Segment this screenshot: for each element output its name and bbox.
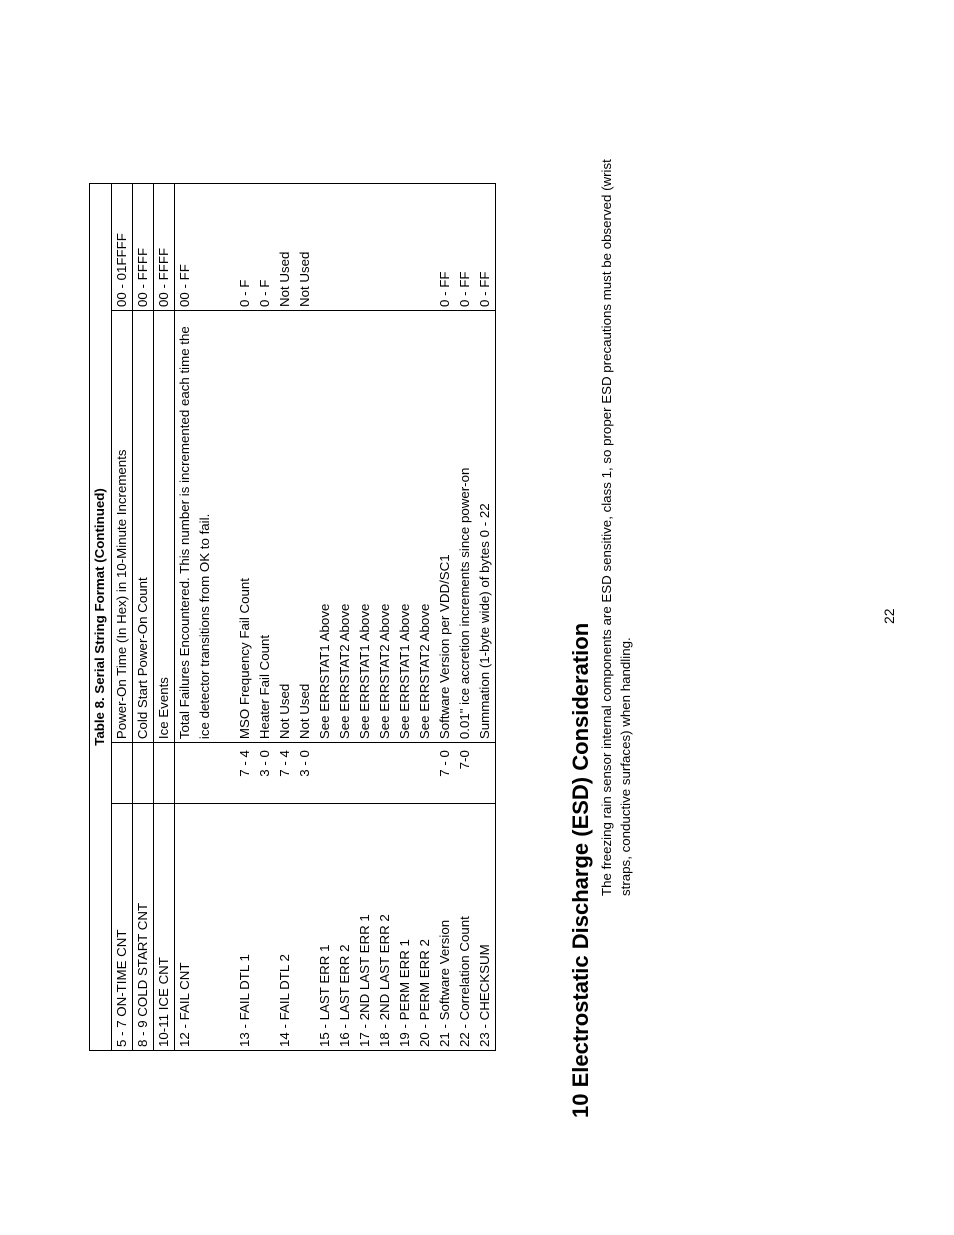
description-cell: Ice Events — [154, 310, 175, 742]
range-label: Not Used — [277, 251, 292, 307]
description-label: Not Used — [277, 683, 292, 740]
bits-label — [215, 746, 235, 800]
field-label — [215, 807, 235, 1047]
bits-label: 7 - 4 — [277, 750, 292, 777]
field-label: 17 - 2ND LAST ERR 1 — [357, 914, 372, 1047]
bits-label — [475, 746, 495, 800]
field-label: 15 - LAST ERR 1 — [317, 944, 332, 1047]
bits-label: 7 - 4 — [237, 750, 252, 777]
description-label: See ERRSTAT2 Above — [337, 603, 352, 740]
bits-label — [375, 746, 395, 800]
field-label — [295, 807, 315, 1047]
description-label: See ERRSTAT1 Above — [357, 603, 372, 740]
bits-label — [315, 746, 335, 800]
description-label: Not Used — [297, 683, 312, 740]
bits-cell — [154, 743, 175, 804]
range-label — [395, 187, 415, 307]
description-column-cell — [175, 310, 496, 742]
page-number: 22 — [881, 608, 897, 624]
bits-cell — [133, 743, 154, 804]
field-label: 12 - FAIL CNT — [177, 962, 192, 1047]
range-cell: 00 - FFFF — [154, 184, 175, 311]
description-label: Summation (1-byte wide) of bytes 0 - 22 — [477, 503, 492, 740]
range-label: 0 - F — [257, 279, 272, 307]
description-label: 0.01" ice accretion increments since power-on — [457, 467, 472, 740]
section-paragraph: The freezing rain sensor internal components are ESD sensitive, class 1, so proper ESD precautions must be observed (wrist straps, conductive surfaces) when handling. — [599, 159, 633, 896]
table-row — [112, 184, 133, 1051]
bits-column-cell — [175, 743, 496, 804]
field-label: 13 - FAIL DTL 1 — [237, 954, 252, 1047]
field-cell: 8 - 9 COLD START CNT — [133, 804, 154, 1051]
table-row — [175, 184, 496, 1051]
range-label — [355, 187, 375, 307]
range-label: Not Used — [297, 251, 312, 307]
description-cell: Power-On Time (In Hex) in 10-Minute Increments — [112, 310, 133, 742]
description-label: See ERRSTAT2 Above — [417, 603, 432, 740]
range-label — [415, 187, 435, 307]
serial-string-table-rotated — [89, 183, 492, 1051]
table-caption: Table 8. Serial String Format (Continued) — [90, 184, 112, 1051]
bits-cell — [112, 743, 133, 804]
fail-count-description: Total Failures Encountered. This number is incremented each time the ice detector transitions from OK to fail. — [177, 326, 212, 740]
bits-label: 7-0 — [457, 750, 472, 770]
field-label: 22 - Correlation Count — [457, 916, 472, 1047]
range-label — [315, 187, 335, 307]
field-cell: 10-11 ICE CNT — [154, 804, 175, 1051]
field-label: 14 - FAIL DTL 2 — [277, 954, 292, 1047]
bits-label — [415, 746, 435, 800]
range-column-cell — [175, 184, 496, 311]
range-label — [375, 187, 395, 307]
range-label: 0 - F — [237, 279, 252, 307]
field-label: 21 - Software Version — [437, 919, 452, 1047]
range-cell: 00 - 01FFFF — [112, 184, 133, 311]
range-label: 00 - FF — [177, 264, 192, 307]
field-label — [255, 807, 275, 1047]
bits-label: 7 - 0 — [437, 750, 452, 777]
range-label: 0 - FF — [477, 271, 492, 307]
description-cell: Cold Start Power-On Count — [133, 310, 154, 742]
description-label: MSO Frequency Fail Count — [237, 578, 252, 740]
bits-label: 3 - 0 — [297, 750, 312, 777]
field-label — [195, 807, 215, 1047]
table-row — [154, 184, 175, 1051]
range-label: 0 - FF — [437, 271, 452, 307]
table-row — [133, 184, 154, 1051]
field-label: 19 - PERM ERR 1 — [397, 939, 412, 1047]
bits-label: 3 - 0 — [257, 750, 272, 777]
field-label: 18 - 2ND LAST ERR 2 — [377, 914, 392, 1047]
bits-label — [355, 746, 375, 800]
serial-string-table — [89, 183, 496, 1051]
bits-label — [175, 746, 195, 800]
section-heading: 10 Electrostatic Discharge (ESD) Consideration — [568, 622, 593, 1118]
description-label: See ERRSTAT2 Above — [377, 603, 392, 740]
field-label: 16 - LAST ERR 2 — [337, 944, 352, 1047]
description-label: See ERRSTAT1 Above — [317, 603, 332, 740]
description-label: Heater Fail Count — [257, 634, 272, 740]
description-label: Software Version per VDD/SC1 — [437, 554, 452, 740]
field-label: 20 - PERM ERR 2 — [417, 939, 432, 1047]
range-label — [215, 187, 235, 307]
bits-label — [395, 746, 415, 800]
description-label: See ERRSTAT1 Above — [397, 603, 412, 740]
field-label: 23 - CHECKSUM — [477, 944, 492, 1047]
bits-label — [335, 746, 355, 800]
field-cell: 5 - 7 ON-TIME CNT — [112, 804, 133, 1051]
range-label: 0 - FF — [457, 271, 472, 307]
range-cell: 00 - FFFF — [133, 184, 154, 311]
field-column-cell — [175, 804, 496, 1051]
range-label — [195, 187, 215, 307]
bits-label — [195, 746, 215, 800]
range-label — [335, 187, 355, 307]
